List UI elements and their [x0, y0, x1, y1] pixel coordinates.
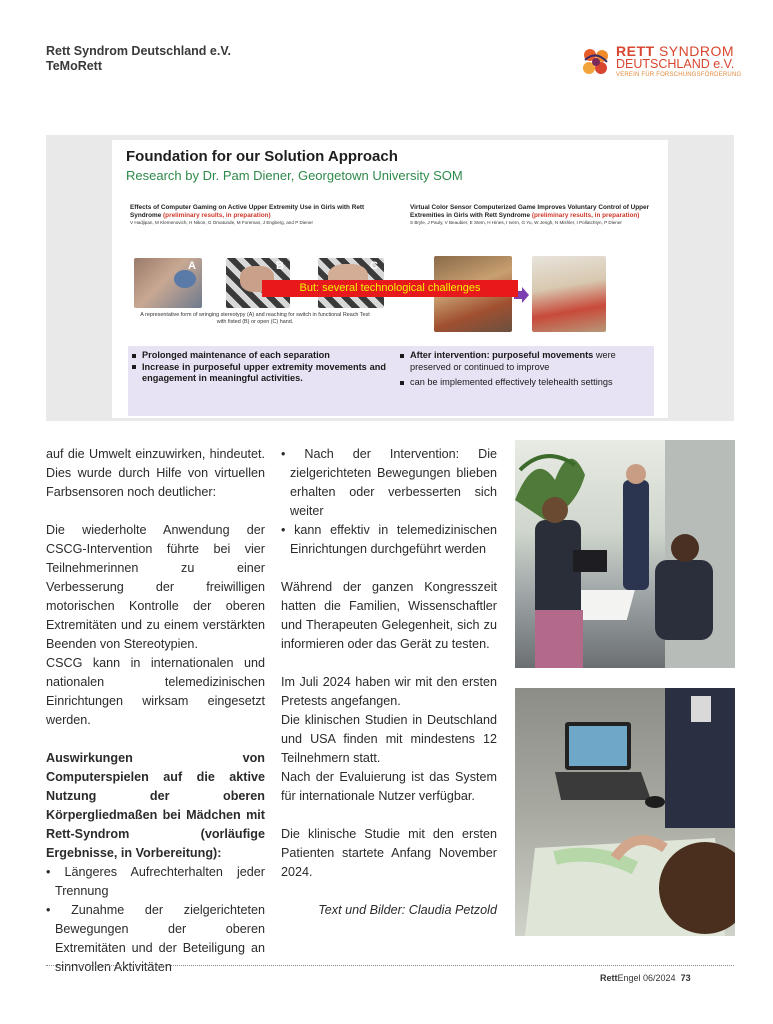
logo-line1: RETT SYNDROM — [616, 43, 735, 59]
challenges-banner: But: several technological challenges — [262, 280, 518, 297]
study-right-title: Virtual Color Sensor Computerized Game Improves Voluntary Control of Upper Extremities in Girls with Rett Syndrome — [410, 204, 650, 219]
slide-photo-a — [134, 258, 202, 308]
slide-study-right — [410, 204, 656, 226]
col1-list-item-2: • Zunahme der zielgerichteten Bewegungen der oberen Extremitäten und der Beteiligung an sinnvollen Aktivitäten — [46, 903, 265, 974]
conference-photo-2 — [515, 688, 735, 936]
photo-label-c: C — [370, 260, 378, 272]
footer-brand2: Engel — [617, 973, 641, 983]
photo-caption: A representative form of wringing stereotypy (A) and reaching for switch in functional Reach Test with fisted (B) or open (C) hand. — [140, 312, 370, 325]
findings-right — [400, 350, 650, 389]
finding-right-1: After intervention: purposeful movements were preserved or continued to improve — [400, 350, 650, 373]
col1-heading: Auswirkungen von Computerspielen auf die aktive Nutzung der oberen Körpergliedmaßen bei Mädchen mit Rett-Syndrom (vorläufige Ergebnisse, in Vorbereitung): — [46, 751, 265, 860]
conference-photo-1 — [515, 440, 735, 668]
photo-2-scene — [515, 688, 735, 936]
col1-paragraph-2: Die wiederholte Anwendung der CSCG-Intervention führte bei vier Teilnehmerinnen zu einer Verbesserung der freiwilligen motorischen Kontrolle der oberen Extremitäten und zu einem verstärkten Beenden von Stereotypien. — [46, 523, 265, 651]
col1-paragraph-3: CSCG kann in internationalen und nationalen telemedizinischen Einrichtungen wirksam eingesetzt werden. — [46, 656, 265, 727]
col1-paragraph-1: auf die Umwelt einzuwirken, hindeutet. Dies wurde durch Hilfe von virtuellen Farbsensoren noch deutlicher: — [46, 447, 265, 499]
col2-paragraph-1: Während der ganzen Kongresszeit hatten die Familien, Wissenschaftler und Therapeuten Gelegenheit, sich zu informieren oder das Gerät zu testen. — [281, 580, 497, 651]
page-footer — [600, 973, 691, 983]
footer-rule — [46, 965, 734, 966]
col1-list-item-1: • Längeres Aufrechterhalten jeder Trennung — [46, 865, 265, 898]
text-column-1 — [46, 445, 265, 977]
credit-line: Text und Bilder: Claudia Petzold — [318, 903, 497, 917]
photo-label-a: A — [188, 260, 196, 272]
rett-syndrom-logo — [580, 44, 740, 80]
study-right-prelim: (preliminary results, in preparation) — [531, 212, 640, 219]
col2-paragraph-3: Die klinischen Studien in Deutschland und USA finden mit mindestens 12 Teilnehmern statt. — [281, 713, 497, 765]
slide-study-left — [130, 204, 380, 226]
photo-1-scene — [515, 440, 735, 668]
study-left-authors: V Hadjipan, M Klemenovich, H Nikon, G Omatunde, M Foreman, J Engberg, and P Diener — [130, 220, 313, 225]
header-project: TeMoRett — [46, 59, 103, 73]
col2-list-item-2: • kann effektiv in telemedizinischen Einrichtungen durchgeführt werden — [281, 523, 497, 556]
header-org: Rett Syndrom Deutschland e.V. — [46, 44, 231, 58]
text-column-2 — [281, 445, 497, 920]
page-number: 73 — [680, 973, 691, 983]
col2-paragraph-5: Die klinische Studie mit den ersten Patienten startete Anfang November 2024. — [281, 827, 497, 879]
slide-subtitle: Research by Dr. Pam Diener, Georgetown University SOM — [126, 168, 463, 183]
finding-right-2: can be implemented effectively telehealth settings — [400, 377, 650, 389]
logo-flower-icon — [580, 46, 612, 78]
study-left-title: Effects of Computer Gaming on Active Upper Extremity Use in Girls with Rett Syndrome — [130, 204, 365, 219]
study-right-authors: S Bryle, J Pauly, V Beaubier, E Stem, H Hines, I Ivern, G Yu, W Jengh, N Mishler, I Pollatchtyn, P Diener — [410, 220, 622, 225]
col2-paragraph-2: Im Juli 2024 haben wir mit den ersten Pretests angefangen. — [281, 675, 497, 708]
col2-list-item-1: • Nach der Intervention: Die zielgerichteten Bewegungen blieben erhalten oder verbesserten sich weiter — [281, 447, 497, 518]
findings-left — [132, 350, 386, 385]
running-header — [46, 44, 231, 74]
finding-left-2: Increase in purposeful upper extremity movements and engagement in meaningful activities. — [132, 362, 386, 385]
logo-line2: DEUTSCHLAND e.V. — [616, 57, 735, 71]
logo-line3: VEREIN FÜR FORSCHUNGSFÖRDERUNG — [616, 72, 742, 78]
col2-paragraph-4: Nach der Evaluierung ist das System für internationale Nutzer verfügbar. — [281, 770, 497, 803]
footer-issue: 06/2024 — [640, 973, 676, 983]
footer-brand: Rett — [600, 973, 618, 983]
presentation-slide — [112, 140, 668, 418]
photo-label-b: B — [276, 260, 284, 272]
slide-photo-e — [532, 256, 606, 332]
slide-title: Foundation for our Solution Approach — [126, 148, 398, 165]
study-left-prelim: (preliminary results, in preparation) — [163, 212, 271, 219]
finding-left-1: Prolonged maintenance of each separation — [132, 350, 386, 362]
